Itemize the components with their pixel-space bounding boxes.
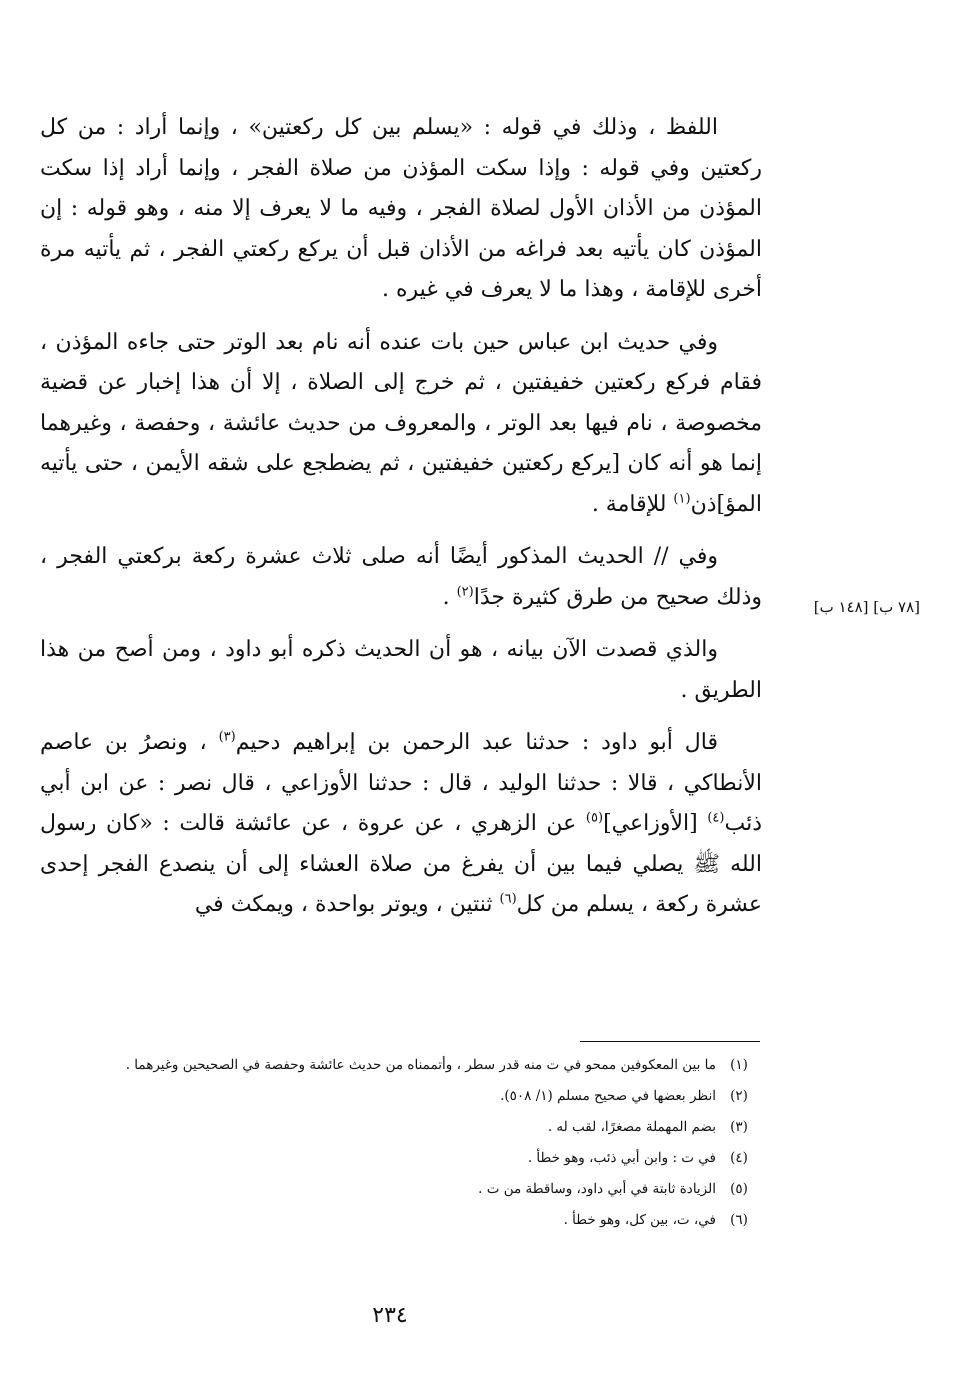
footnote-number: (١) [730,1057,748,1073]
paragraph-text: قال أبو داود : حدثنا عبد الرحمن بن إبراهيم دحيم [235,730,718,755]
paragraph-text: ثنتين ، ويوتر بواحدة ، ويمكث في [194,892,500,917]
paragraph-4 [40,630,762,711]
paragraph-text: وفي // الحديث المذكور أيضًا أنه صلى ثلاث عشرة ركعة بركعتي الفجر ، وذلك صحيح من طرق كثيرة جدًا [40,544,762,610]
footnote-text: في ت : وابن أبي ذئب، وهو خطأ . [527,1150,716,1166]
footnote-number: (٦) [730,1212,748,1228]
paragraph-text: عن الزهري ، عن عروة ، عن عائشة قالت : «كان رسول الله ﷺ يصلي فيما بين أن يفرغ من صلاة العشاء إلى أن ينصدع الفجر إحدى عشرة ركعة ، يسلم من كل [40,811,762,917]
footnote-item [60,1212,762,1243]
footnote-text: ما بين المعكوفين ممحو في ت منه قدر سطر ، وأتممناه من حديث عائشة وحفصة في الصحيحين وغيرهما . [125,1057,716,1073]
footnote-text: في، ت، بين كل، وهو خطأ . [563,1212,716,1228]
paragraph-text: [الأوزاعي] [603,811,708,836]
footnote-ref-1[interactable]: (١) [673,491,691,507]
footnote-ref-3[interactable]: (٣) [218,729,236,745]
footnote-ref-2[interactable]: (٢) [456,584,474,600]
footnote-item [60,1181,762,1212]
paragraph-3 [40,537,762,618]
footnote-item [60,1088,762,1119]
footnote-item [60,1057,762,1088]
paragraph-text: . [442,584,457,610]
footnote-number: (٣) [730,1119,748,1135]
paragraph-1 [40,108,762,311]
manuscript-folio-marker: [٧٨ ب] [١٤٨ ب] [813,598,920,616]
paragraph-2 [40,323,762,526]
footnote-text: الزيادة ثابتة في أبي داود، وساقطة من ت . [478,1181,716,1197]
footnotes [60,1057,762,1243]
footnote-text: بضم المهملة مصغرًا، لقب له . [547,1119,716,1135]
paragraph-text: وفي حديث ابن عباس حين بات عنده أنه نام بعد الوتر حتى جاءه المؤذن ، فقام فركع ركعتين خفيفتين ، ثم خرج إلى الصلاة ، إلا أن هذا إخبار عن قضية مخصوصة ، نام فيها بعد الوتر ، والمعروف من حديث عائشة ، وحفصة ، وغيرهما إنما هو أنه كان [يركع ركعتين خفيفتين ، ثم يضطجع على شقه الأيمن ، حتى يأتيه المؤ]ذن [40,329,762,517]
footnote-number: (٥) [730,1181,748,1197]
main-text [40,108,762,938]
footnote-item [60,1119,762,1150]
footnote-ref-4[interactable]: (٤) [707,810,725,826]
footnote-separator [580,1041,760,1042]
paragraph-text: والذي قصدت الآن بيانه ، هو أن الحديث ذكره أبو داود ، ومن أصح من هذا الطريق . [40,637,762,703]
paragraph-text: للإقامة . [591,491,674,517]
footnote-item [60,1150,762,1181]
footnote-ref-5[interactable]: (٥) [585,810,604,826]
footnote-text: انظر بعضها في صحيح مسلم (١/ ٥٠٨). [500,1088,716,1104]
paragraph-text: اللفظ ، وذلك في قوله : «يسلم بين كل ركعتين» ، وإنما أراد : من كل ركعتين وفي قوله : وإذا سكت المؤذن من صلاة الفجر ، وإنما أراد إذا سكت المؤذن من الأذان الأول لصلاة الفجر ، وفيه ما لا يعرف إلا منه ، وهو قوله : إن المؤذن كان يأتيه بعد فراغه من الأذان قبل أن يركع ركعتي الفجر ، ثم يأتيه مرة أخرى للإقامة ، وهذا ما لا يعرف في غيره . [40,115,762,302]
footnote-ref-6[interactable]: (٦) [499,891,517,907]
paragraph-text: ، ونصرُ بن عاصم الأنطاكي ، قالا : حدثنا الوليد ، قال : حدثنا الأوزاعي ، قال نصر : عن ابن أبي ذئب [40,730,762,836]
paragraph-5 [40,723,762,926]
footnote-number: (٢) [730,1088,748,1104]
footnote-number: (٤) [730,1150,748,1166]
page-number: ٢٣٤ [372,1303,408,1328]
